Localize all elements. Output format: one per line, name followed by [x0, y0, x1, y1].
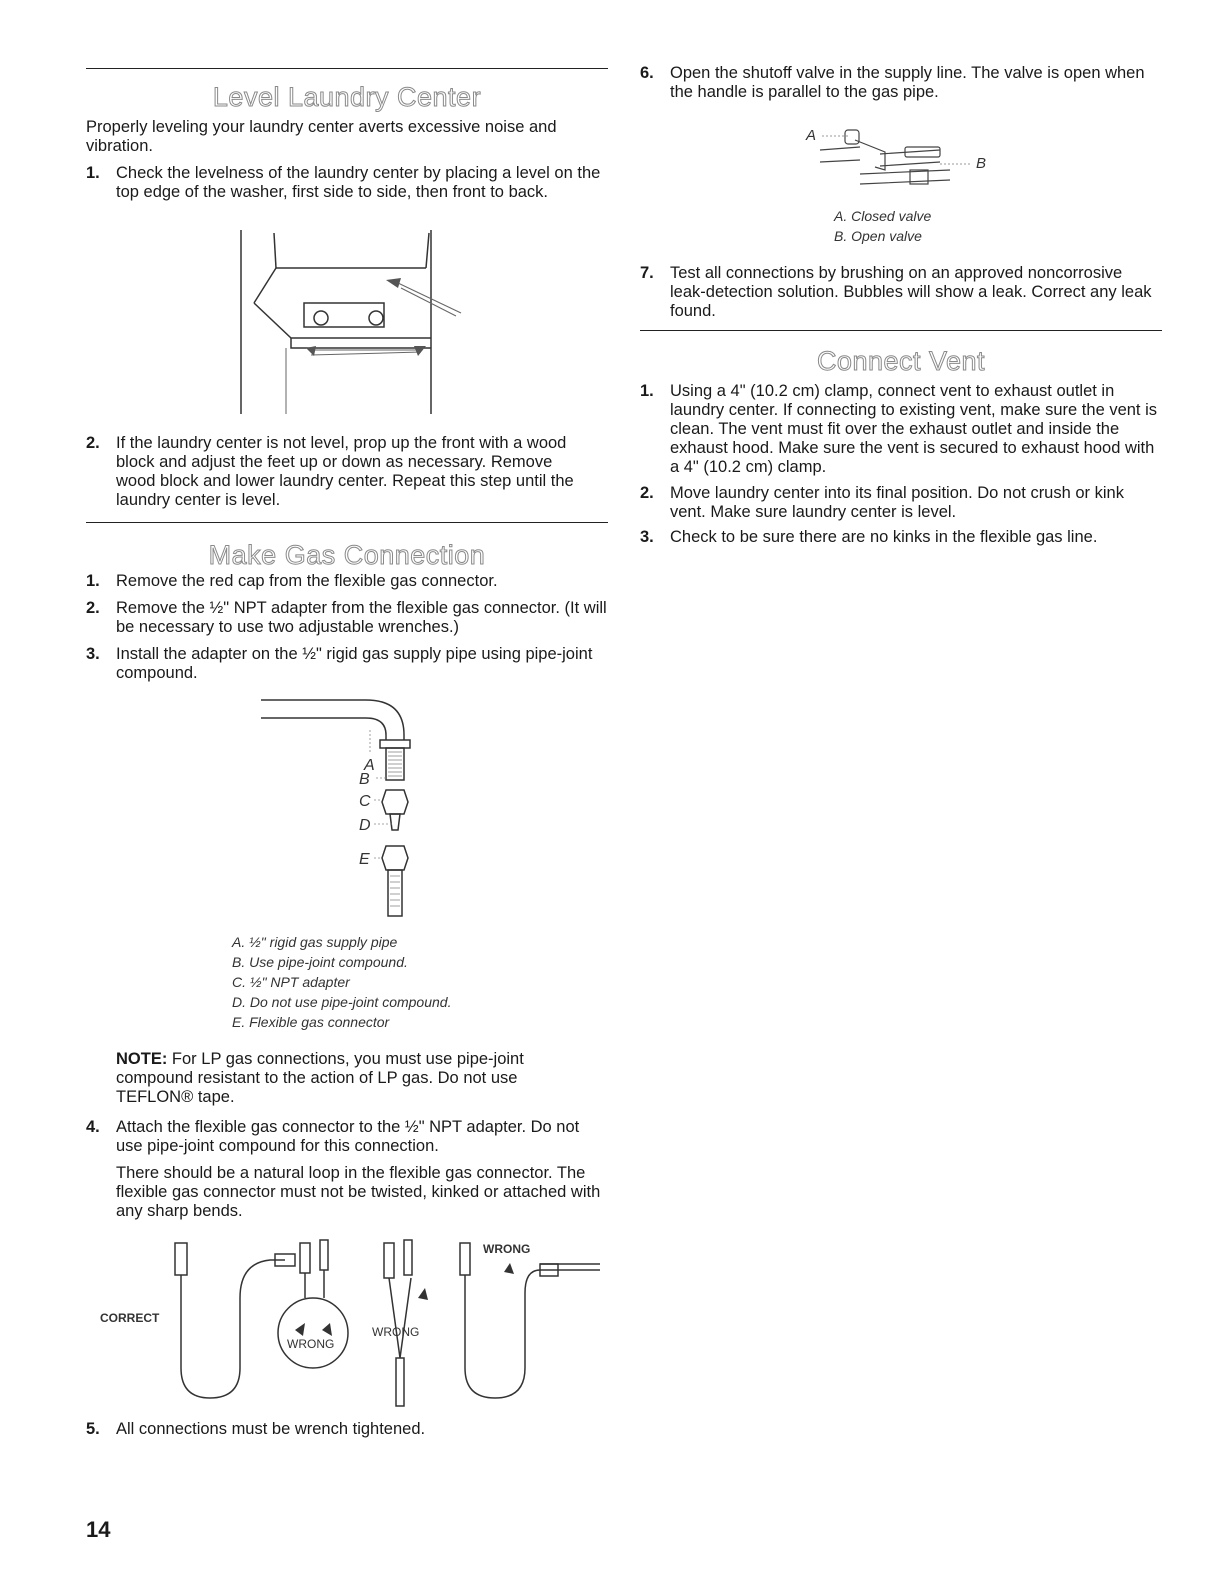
step-number: 2.	[86, 599, 100, 617]
step-text: Move laundry center into its final position. Do not crush or kink vent. Make sure laundry center is level.	[670, 484, 1124, 521]
section-divider	[86, 522, 608, 523]
valve-label-b: B	[976, 155, 987, 172]
step-number: 1.	[86, 572, 100, 590]
label-d: D	[359, 817, 371, 834]
step-text: Check to be sure there are no kinks in the flexible gas line.	[670, 528, 1098, 546]
valve-label-a: A	[806, 127, 817, 144]
note-label: NOTE:	[116, 1050, 168, 1068]
step-number: 3.	[86, 645, 100, 663]
step-number: 3.	[640, 528, 654, 546]
level-intro: Properly leveling your laundry center averts excessive noise and vibration.	[86, 118, 557, 155]
step-number: 2.	[86, 434, 100, 452]
gas-adapter-illustration	[256, 690, 506, 920]
label-b: B	[359, 771, 370, 788]
vent-section-title: Connect Vent	[816, 346, 986, 376]
step-text: Test all connections by brushing on an approved noncorrosive leak-detection solution. Bubbles will show a leak. Correct any leak found.	[670, 264, 1152, 320]
step-text: Remove the red cap from the flexible gas connector.	[116, 572, 498, 590]
step-number: 6.	[640, 64, 654, 82]
section-divider	[86, 68, 608, 69]
label-a: A	[364, 757, 375, 774]
step-number: 7.	[640, 264, 654, 282]
step-text: Using a 4" (10.2 cm) clamp, connect vent to exhaust outlet in laundry center. If connecting to existing vent, make sure the vent is clean. The vent must fit over the exhaust outlet and inside the exhaust hood. Make sure the vent is secured to exhaust hood with a 4" (10.2 cm) clamp.	[670, 382, 1158, 476]
page-number: 14	[86, 1517, 111, 1542]
correct-label: CORRECT	[100, 1311, 160, 1325]
step-text: Install the adapter on the ½" rigid gas supply pipe using pipe-joint compound.	[116, 645, 593, 682]
label-c: C	[359, 793, 371, 810]
step-text: Remove the ½" NPT adapter from the flexible gas connector. (It will be necessary to use two adjustable wrenches.)	[116, 599, 607, 636]
step-number: 5.	[86, 1420, 100, 1438]
step-text: All connections must be wrench tightened.	[116, 1420, 426, 1438]
step-number: 1.	[640, 382, 654, 400]
caption-e: E. Flexible gas connector	[232, 1014, 390, 1030]
lp-gas-note	[116, 1050, 586, 1107]
caption-a: A. ½" rigid gas supply pipe	[232, 934, 398, 950]
step-text: If the laundry center is not level, prop up the front with a wood block and adjust the feet up or down as necessary. Remove wood block and lower laundry center. Repeat this step until the laundry center is level.	[116, 434, 574, 509]
leveling-illustration	[236, 228, 536, 416]
adapter-captions	[232, 932, 451, 1032]
caption-c: C. ½" NPT adapter	[232, 974, 350, 990]
caption-d: D. Do not use pipe-joint compound.	[232, 994, 452, 1010]
step-number: 2.	[640, 484, 654, 502]
step-text: Check the levelness of the laundry center by placing a level on the top edge of the washer, first side to side, then front to back.	[116, 164, 601, 201]
label-e: E	[359, 851, 370, 868]
level-section-title: Level Laundry Center	[212, 82, 482, 112]
caption-open: B. Open valve	[834, 228, 922, 244]
caption-closed: A. Closed valve	[834, 208, 932, 224]
wrong-label-bend: WRONG	[483, 1242, 531, 1256]
connector-loop-illustration	[100, 1238, 610, 1413]
wrong-label-loop: WRONG	[287, 1337, 335, 1351]
note-text: For LP gas connections, you must use pipe-joint compound resistant to the action of LP gas. Do not use TEFLON® tape.	[116, 1050, 524, 1106]
gas-section-title: Make Gas Connection	[208, 540, 486, 570]
step-text: Open the shutoff valve in the supply line. The valve is open when the handle is parallel to the gas pipe.	[670, 64, 1145, 101]
caption-b: B. Use pipe-joint compound.	[232, 954, 408, 970]
natural-loop-text: There should be a natural loop in the flexible gas connector. The flexible gas connector must not be twisted, kinked or attached with any sharp bends.	[116, 1164, 601, 1220]
shutoff-valve-illustration	[800, 122, 1000, 202]
section-divider	[640, 330, 1162, 331]
step-text: Attach the flexible gas connector to the ½" NPT adapter. Do not use pipe-joint compound for this connection.	[116, 1118, 580, 1155]
step-number: 1.	[86, 164, 100, 182]
wrong-label-kink: WRONG	[372, 1325, 420, 1339]
step-number: 4.	[86, 1118, 100, 1136]
valve-captions	[834, 206, 931, 246]
